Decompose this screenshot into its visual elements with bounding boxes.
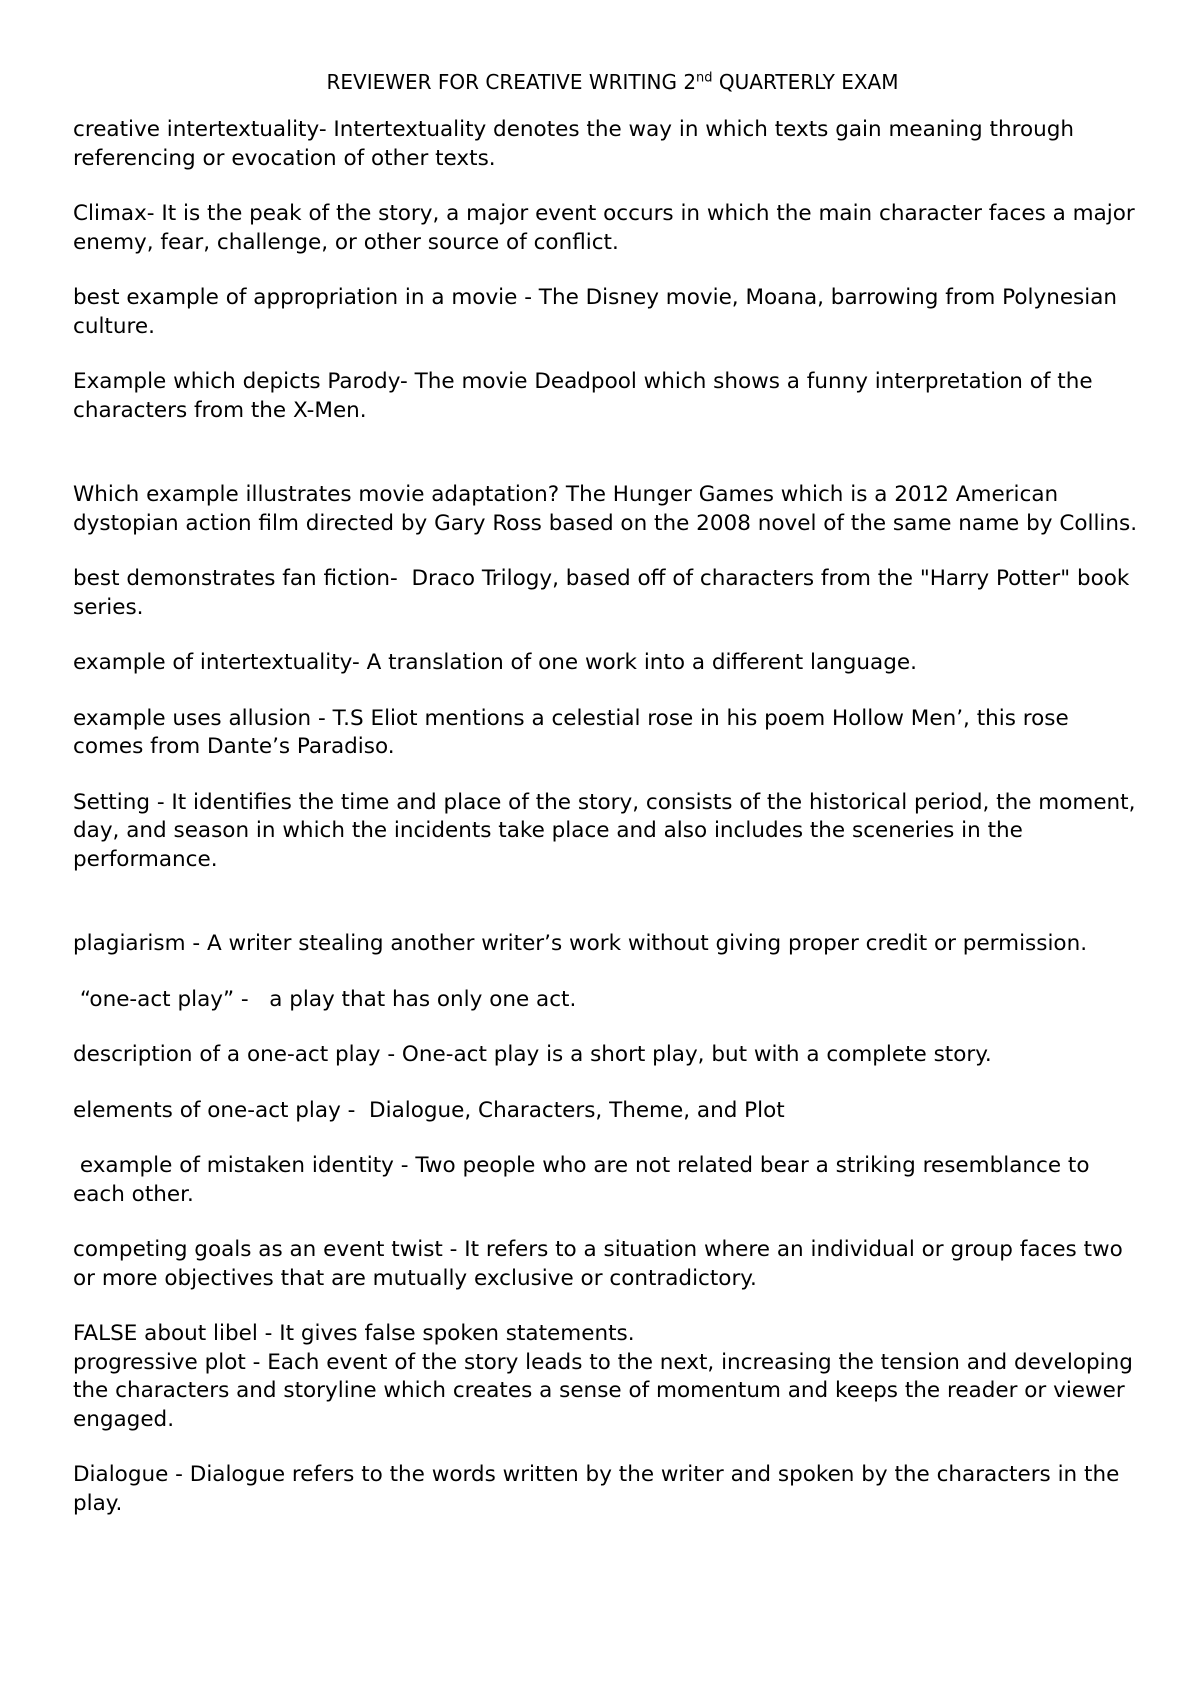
entry-dialogue: Dialogue - Dialogue refers to the words written by the writer and spoken by the characters in the play. [73, 1462, 1127, 1516]
entry-parody: Example which depicts Parody- The movie Deadpool which shows a funny interpretation of the characters from the X-Men. [73, 369, 1100, 423]
entry-competing-goals: competing goals as an event twist - It refers to a situation where an individual or group faces two or more objectives that are mutually exclusive or contradictory. [73, 1237, 1130, 1291]
entry-libel: FALSE about libel - It gives false spoken statements. [73, 1321, 635, 1346]
title-suffix: QUARTERLY EXAM [712, 70, 899, 94]
entry-appropriation: best example of appropriation in a movie - The Disney movie, Moana, barrowing from Polynesian culture. [73, 285, 1124, 339]
entry-fan-fiction: best demonstrates fan fiction- Draco Trilogy, based off of characters from the "Harry Potter" book series. [73, 566, 1137, 620]
entry-movie-adaptation: Which example illustrates movie adaptation? The Hunger Games which is a 2012 American dystopian action film directed by Gary Ross based on the 2008 novel of the same name by Collins. [73, 482, 1138, 536]
title-superscript: nd [696, 70, 713, 86]
entry-intertextuality-example: example of intertextuality- A translation of one work into a different language. [73, 650, 917, 675]
entry-plagiarism: plagiarism - A writer stealing another writer’s work without giving proper credit or permission. [73, 931, 1088, 956]
entry-mistaken-identity: example of mistaken identity - Two people who are not related bear a striking resemblance to each other. [73, 1153, 1097, 1207]
entry-creative-intertextuality: creative intertextuality- Intertextuality denotes the way in which texts gain meaning through referencing or evocation of other texts. [73, 117, 1081, 171]
entry-climax: Climax- It is the peak of the story, a major event occurs in which the main character faces a major enemy, fear, challenge, or other source of conflict. [73, 201, 1142, 255]
entry-one-act-play: “one-act play” - a play that has only one act. [73, 986, 577, 1012]
entry-one-act-description: description of a one-act play - One-act play is a short play, but with a complete story. [73, 1042, 992, 1067]
entry-one-act-elements: elements of one-act play - Dialogue, Characters, Theme, and Plot [73, 1097, 785, 1123]
document-title [73, 68, 1140, 96]
entry-progressive-plot: progressive plot - Each event of the story leads to the next, increasing the tension and developing the characters and storyline which creates a sense of momentum and keeps the reader or viewer engaged. [73, 1349, 1140, 1432]
title-prefix: REVIEWER FOR CREATIVE WRITING 2 [326, 70, 697, 94]
entry-setting: Setting - It identifies the time and place of the story, consists of the historical period, the moment, day, and season in which the incidents take place and also includes the sceneries in the performance. [73, 789, 1143, 872]
entry-allusion: example uses allusion - T.S Eliot mentions a celestial rose in his poem Hollow Men’, this rose comes from Dante’s Paradiso. [73, 705, 1076, 759]
